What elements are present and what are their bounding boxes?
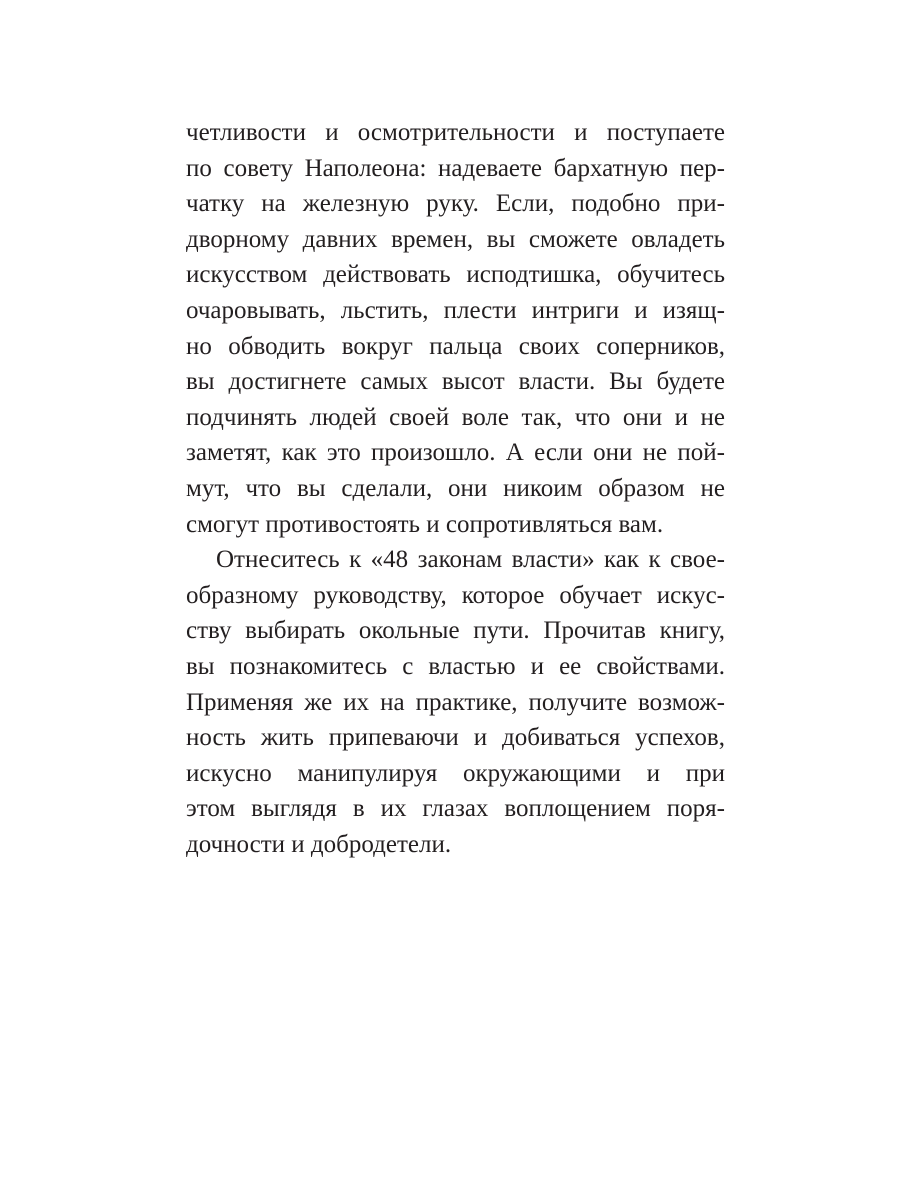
- text-line: ству выбирать окольные пути. Прочитав книгу,: [186, 617, 725, 645]
- paragraph-2: [186, 542, 725, 862]
- paragraph-1: [186, 115, 725, 542]
- text-line: подчинять людей своей воле так, что они и не: [186, 403, 725, 431]
- text-line: дворному давних времен, вы сможете овладеть: [186, 225, 725, 253]
- text-line: дочности и добродетели.: [186, 830, 452, 858]
- text-line: искусно манипулируя окружающими и при: [186, 759, 725, 787]
- text-line: по совету Наполеона: надеваете бархатную пер-: [186, 154, 725, 182]
- text-line: образному руководству, которое обучает искус-: [186, 581, 725, 609]
- text-line: мут, что вы сделали, они никоим образом не: [186, 474, 725, 502]
- text-line: этом выглядя в их глазах воплощением поря-: [186, 795, 725, 823]
- text-line: очаровывать, льстить, плести интриги и изящ-: [186, 296, 725, 324]
- text-line: вы достигнете самых высот власти. Вы будете: [186, 368, 725, 396]
- text-line: Применяя же их на практике, получите возмож-: [186, 688, 725, 716]
- text-line: ность жить припеваючи и добиваться успехов,: [186, 724, 725, 752]
- text-line: смогут противостоять и сопротивляться вам.: [186, 510, 664, 538]
- text-line: но обводить вокруг пальца своих соперников,: [186, 332, 725, 360]
- text-line: чатку на железную руку. Если, подобно при-: [186, 190, 725, 218]
- text-line: Отнеситесь к «48 законам власти» как к свое-: [216, 546, 725, 574]
- text-line: искусством действовать исподтишка, обучитесь: [186, 261, 725, 289]
- body-text: [186, 115, 725, 862]
- text-line: четливости и осмотрительности и поступаете: [186, 119, 725, 146]
- text-line: вы познакомитесь с властью и ее свойствами.: [186, 652, 725, 680]
- text-line: заметят, как это произошло. А если они не пой-: [186, 439, 725, 467]
